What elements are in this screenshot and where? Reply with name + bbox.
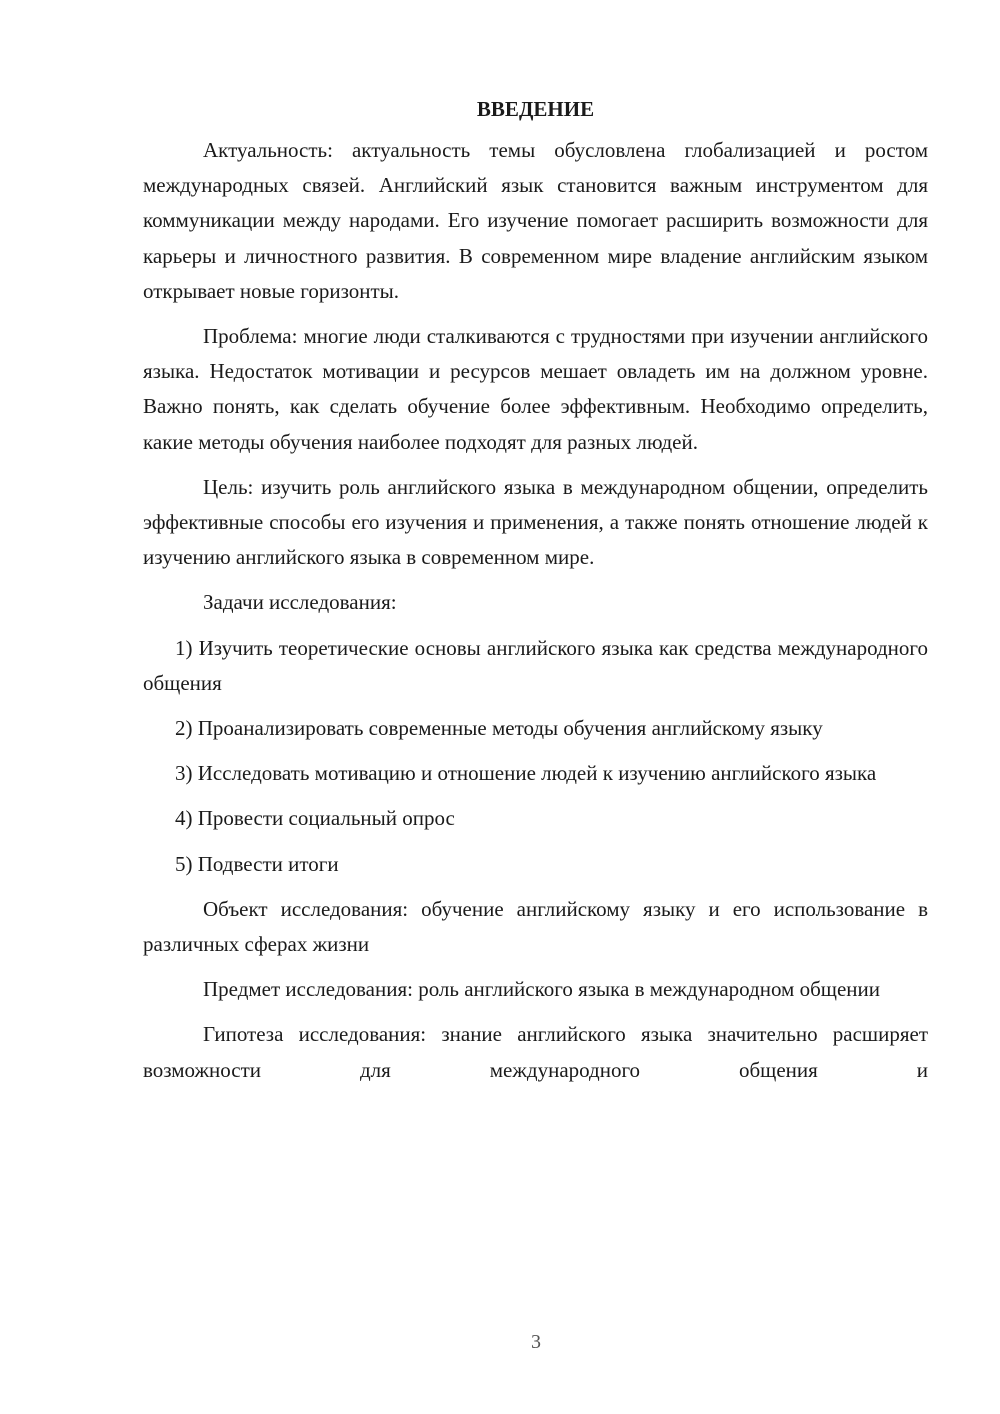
task-item: 5) Подвести итоги — [175, 851, 339, 876]
tasks-heading: Задачи исследования: — [203, 590, 397, 615]
page-content — [143, 92, 928, 1088]
task-item: 3) Исследовать мотивацию и отношение людей к изучению английского языка — [175, 761, 877, 786]
subject-paragraph: Предмет исследования: роль английского языка в международном общении — [203, 977, 880, 1002]
task-item: 1) Изучить теоретические основы английского языка как средства международного общения — [143, 635, 928, 695]
page-number: 3 — [531, 1331, 541, 1353]
page-title: ВВЕДЕНИЕ — [476, 97, 595, 121]
relevance-paragraph: Актуальность: актуальность темы обусловлена глобализацией и ростом международных связей. Английский язык становится важным инструментом для коммуникации между народами. Его изучение помогает расширить возможности для карьеры и личностного развития. В современном мире владение английским языком открывает новые горизонты. — [143, 138, 928, 303]
object-paragraph: Объект исследования: обучение английскому языку и его использование в различных сферах жизни — [143, 896, 928, 957]
task-item: 4) Провести социальный опрос — [175, 806, 455, 831]
hypothesis-paragraph: Гипотеза исследования: знание английского языка значительно расширяет возможности для международного общения и — [143, 1022, 928, 1082]
problem-paragraph: Проблема: многие люди сталкиваются с трудностями при изучении английского языка. Недостаток мотивации и ресурсов мешает овладеть им на должном уровне. Важно понять, как сделать обучение более эффективным. Необходимо определить, какие методы обучения наиболее подходят для разных людей. — [143, 324, 928, 454]
task-item: 2) Проанализировать современные методы обучения английскому языку — [175, 716, 823, 741]
goal-paragraph: Цель: изучить роль английского языка в международном общении, определить эффективные способы его изучения и применения, а также понять отношение людей к изучению английского языка в современном мире. — [143, 474, 928, 570]
